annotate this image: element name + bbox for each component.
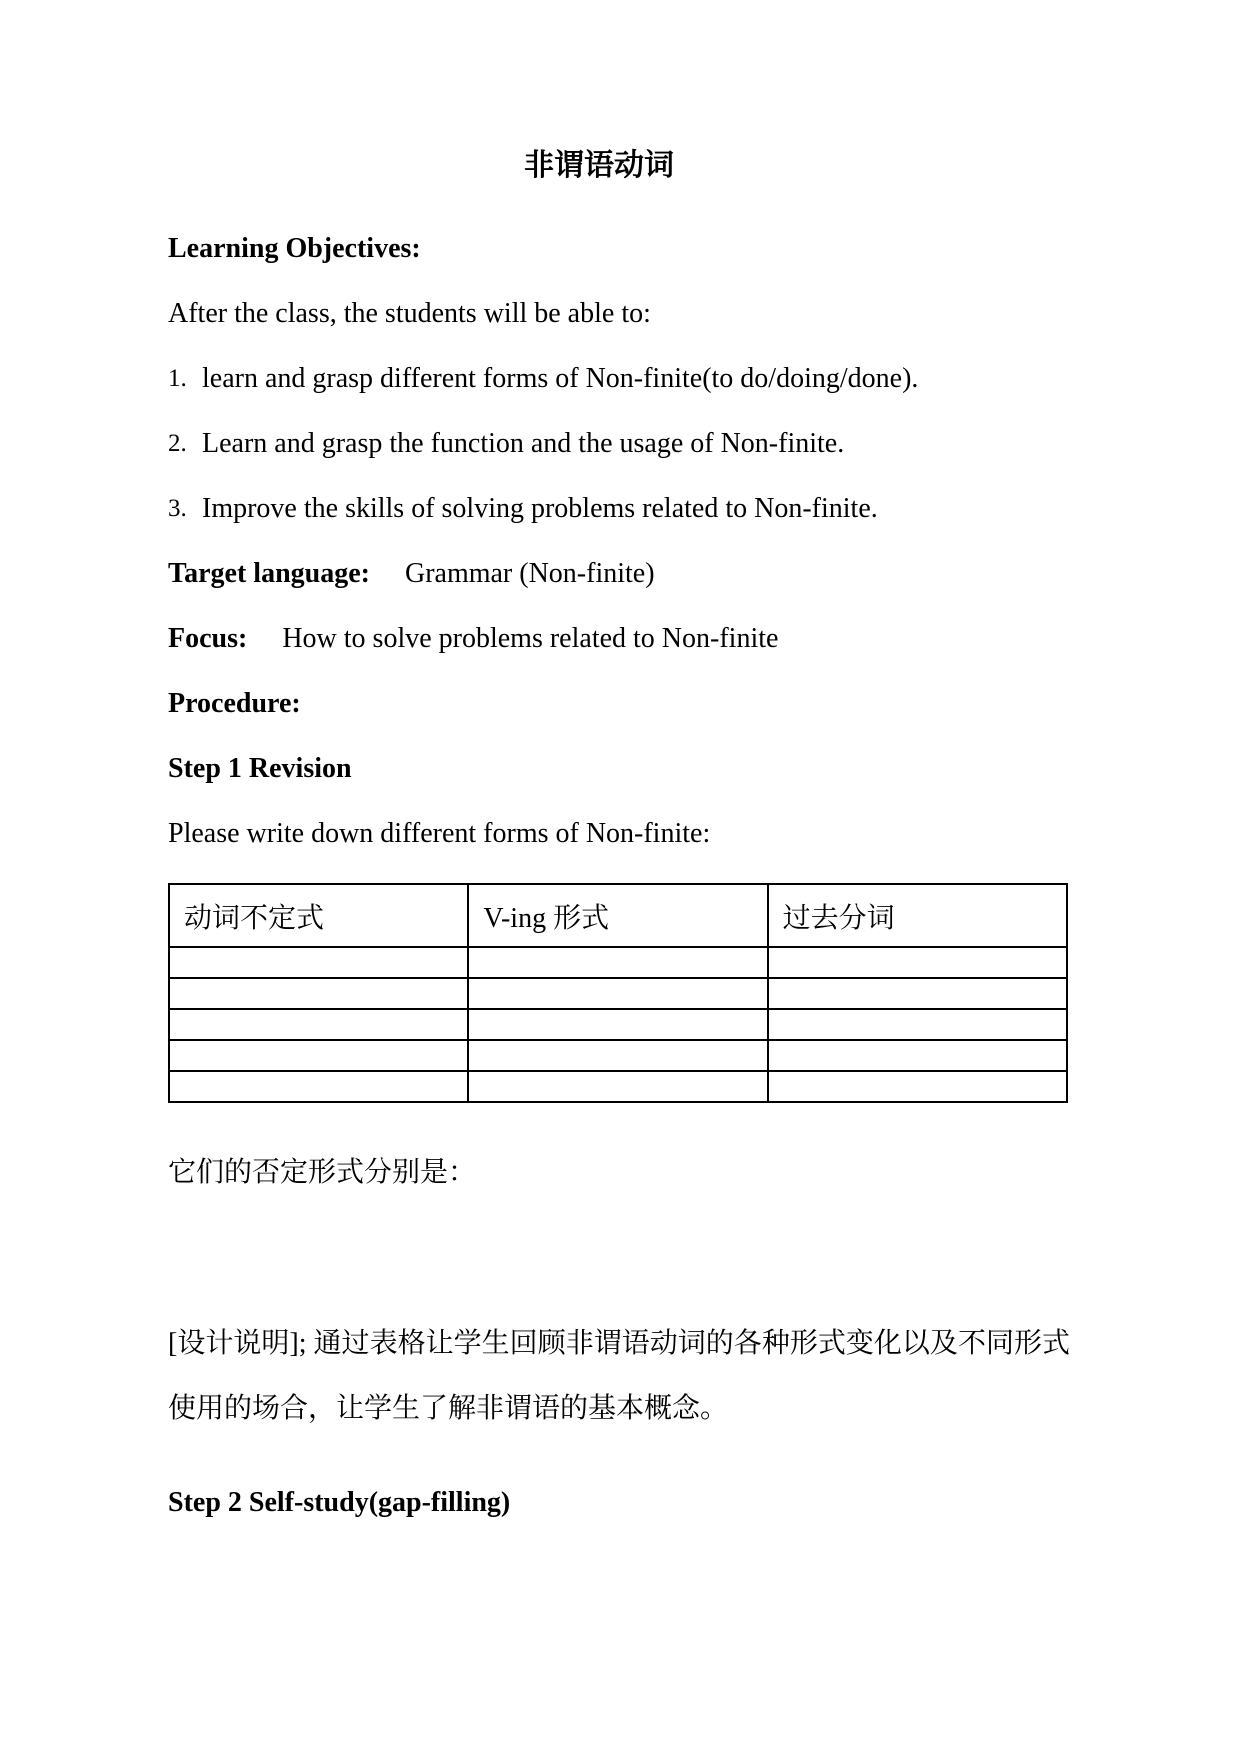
focus-value: How to solve problems related to Non-finite [282,623,779,654]
objective-number: 1. [168,365,187,392]
page-title: 非谓语动词 [524,149,674,182]
focus-line [168,623,1070,654]
table-empty-row [169,947,1067,978]
table-empty-cell [768,1040,1067,1071]
objective-text: learn and grasp different forms of Non-finite(to do/doing/done). [202,363,919,394]
objective-text: Improve the skills of solving problems related to Non-finite. [202,493,878,524]
focus-label: Focus: [168,623,248,654]
table-header-row [169,884,1067,947]
table-empty-cell [768,1071,1067,1102]
table-empty-row [169,1071,1067,1102]
table-empty-cell [169,978,468,1009]
negative-forms-prompt: 它们的否定形式分别是： [168,1157,477,1188]
table-empty-cell [768,1009,1067,1040]
table-empty-row [169,1040,1067,1071]
target-language-value: Grammar (Non-finite) [404,558,655,589]
table-empty-cell [169,1040,468,1071]
table-empty-cell [169,1009,468,1040]
table-empty-cell [468,1040,767,1071]
table-empty-cell [468,1071,767,1102]
step2-heading: Step 2 Self-study(gap-filling) [168,1487,511,1518]
objectives-intro: After the class, the students will be able to: [168,298,651,329]
table-empty-cell [169,947,468,978]
table-empty-cell [468,978,767,1009]
objectives-heading: Learning Objectives: [168,233,421,264]
table-empty-cell [768,978,1067,1009]
revision-table-body [169,947,1067,1102]
table-empty-cell [169,1071,468,1102]
table-empty-row [169,978,1067,1009]
document-content [168,150,1070,1552]
objective-number: 3. [168,495,187,522]
revision-table-head [169,884,1067,947]
table-empty-cell [768,947,1067,978]
objective-text: Learn and grasp the function and the usage of Non-finite. [202,428,845,459]
objective-item-2 [168,428,1070,459]
table-empty-cell [468,947,767,978]
objective-number: 2. [168,430,187,457]
table-header-past-participle: 过去分词 [768,884,1067,947]
target-language-label: Target language: [168,558,370,589]
table-header-ving: V-ing 形式 [468,884,767,947]
table-header-infinitive: 动词不定式 [169,884,468,947]
step1-heading: Step 1 Revision [168,753,352,784]
revision-forms-table [168,883,1068,1103]
target-language-line [168,558,1070,589]
table-empty-row [169,1009,1067,1040]
table-empty-cell [468,1009,767,1040]
design-note: [设计说明]; 通过表格让学生回顾非谓语动词的各种形式变化以及不同形式使用的场合，让学生了解非谓语的基本概念。 [168,1328,1070,1424]
objective-item-3 [168,493,1070,524]
procedure-heading: Procedure: [168,688,301,719]
step1-instruction: Please write down different forms of Non-finite: [168,818,711,849]
objective-item-1 [168,363,1070,394]
